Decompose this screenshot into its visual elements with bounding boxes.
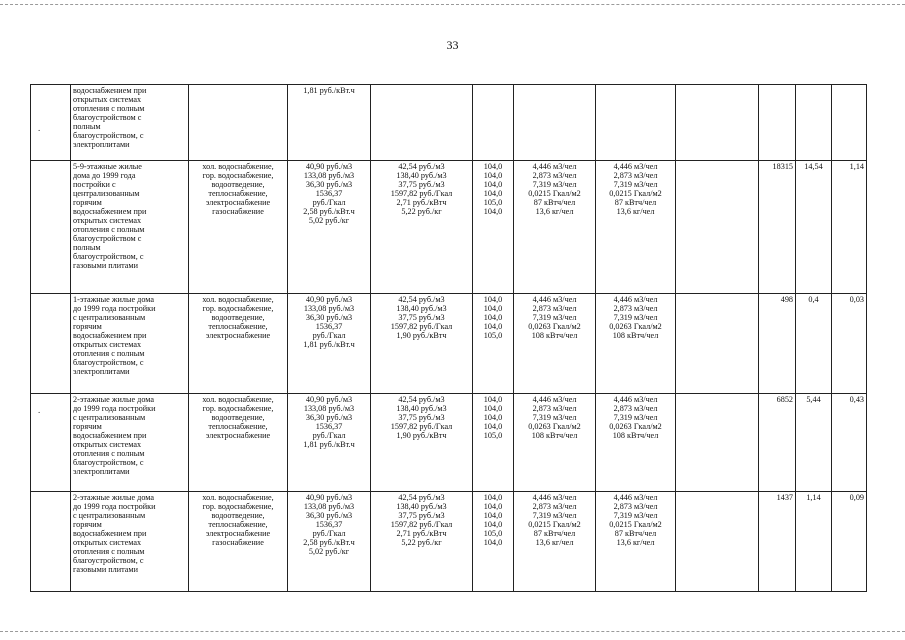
value-c-cell: 0,43 — [832, 394, 867, 492]
row-number-cell — [31, 394, 71, 492]
value-c-cell: 1,14 — [832, 161, 867, 294]
index-cell: 104,0 104,0 104,0 104,0 105,0 104,0 — [473, 492, 514, 592]
housing-type-cell: 2-этажные жилые дома до 1999 года постройки с централизованным горячим водоснабжением при открытых системах отопления с полным благоустройством, с электроплитами — [71, 394, 189, 492]
row-number-cell — [31, 294, 71, 394]
empty-cell — [676, 161, 759, 294]
tariff-new-cell: 42,54 руб./м3 138,40 руб./м3 37,75 руб./м3 1597,82 руб./Гкал 2,71 руб./кВтч 5,22 руб./кг — [371, 161, 473, 294]
value-a-cell: 1437 — [759, 492, 796, 592]
value-b-cell: 0,4 — [796, 294, 832, 394]
value-c-cell: 0,09 — [832, 492, 867, 592]
housing-type-cell: водоснабжением при открытых системах отопления с полным благоустройством с полным благоустройством, с электроплитами — [71, 85, 189, 161]
tariff-new-cell: 42,54 руб./м3 138,40 руб./м3 37,75 руб./м3 1597,82 руб./Гкал 1,90 руб./кВтч — [371, 294, 473, 394]
housing-type-cell: 2-этажные жилые дома до 1999 года постройки с централизованным горячим водоснабжением при открытых системах отопления с полным благоустройством, с газовыми плитами — [71, 492, 189, 592]
index-cell — [473, 85, 514, 161]
empty-cell — [676, 492, 759, 592]
scan-edge-bottom — [0, 631, 905, 632]
tariff-table — [30, 84, 867, 592]
table-row — [31, 294, 867, 394]
housing-type-cell: 5-9-этажные жилые дома до 1999 года постройки с централизованным горячим водоснабжением при открытых системах отопления с полным благоустройством с полным благоустройством, с газовыми плитами — [71, 161, 189, 294]
row-number-cell — [31, 161, 71, 294]
page-number: 33 — [446, 38, 459, 52]
value-b-cell — [796, 85, 832, 161]
empty-cell — [676, 394, 759, 492]
tariff-current-cell: 40,90 руб./м3 133,08 руб./м3 36,30 руб./м3 1536,37 руб./Гкал 2,58 руб./кВт.ч 5,02 руб./кг — [288, 492, 371, 592]
value-a-cell: 498 — [759, 294, 796, 394]
norm-current-cell: 4,446 м3/чел 2,873 м3/чел 7,319 м3/чел 0,0263 Гкал/м2 108 кВтч/чел — [514, 394, 596, 492]
norm-current-cell: 4,446 м3/чел 2,873 м3/чел 7,319 м3/чел 0,0215 Гкал/м2 87 кВтч/чел 13,6 кг/чел — [514, 161, 596, 294]
empty-cell — [676, 85, 759, 161]
value-c-cell — [832, 85, 867, 161]
value-a-cell: 18315 — [759, 161, 796, 294]
index-cell: 104,0 104,0 104,0 104,0 105,0 — [473, 294, 514, 394]
row-number-cell — [31, 492, 71, 592]
tariff-new-cell: 42,54 руб./м3 138,40 руб./м3 37,75 руб./м3 1597,82 руб./Гкал 1,90 руб./кВтч — [371, 394, 473, 492]
housing-type-cell: 1-этажные жилые дома до 1999 года постройки с централизованным горячим водоснабжением при открытых системах отопления с полным благоустройством, с электроплитами — [71, 294, 189, 394]
value-a-cell: 6852 — [759, 394, 796, 492]
table-row — [31, 161, 867, 294]
tariff-current-cell: 40,90 руб./м3 133,08 руб./м3 36,30 руб./м3 1536,37 руб./Гкал 2,58 руб./кВт.ч 5,02 руб./кг — [288, 161, 371, 294]
margin-mark: . — [38, 405, 41, 415]
services-cell — [189, 85, 288, 161]
index-cell: 104,0 104,0 104,0 104,0 105,0 104,0 — [473, 161, 514, 294]
tariff-new-cell — [371, 85, 473, 161]
services-cell: хол. водоснабжение, гор. водоснабжение, водоотведение, теплоснабжение, электроснабжение газоснабжение — [189, 161, 288, 294]
tariff-new-cell: 42,54 руб./м3 138,40 руб./м3 37,75 руб./м3 1597,82 руб./Гкал 2,71 руб./кВтч 5,22 руб./кг — [371, 492, 473, 592]
tariff-current-cell: 40,90 руб./м3 133,08 руб./м3 36,30 руб./м3 1536,37 руб./Гкал 1,81 руб./кВт.ч — [288, 294, 371, 394]
table-row — [31, 85, 867, 161]
tariff-current-cell: 1,81 руб./кВт.ч — [288, 85, 371, 161]
services-cell: хол. водоснабжение, гор. водоснабжение, водоотведение, теплоснабжение, электроснабжение — [189, 394, 288, 492]
table-row — [31, 394, 867, 492]
value-b-cell: 14,54 — [796, 161, 832, 294]
services-cell: хол. водоснабжение, гор. водоснабжение, водоотведение, теплоснабжение, электроснабжение газоснабжение — [189, 492, 288, 592]
norm-new-cell: 4,446 м3/чел 2,873 м3/чел 7,319 м3/чел 0,0215 Гкал/м2 87 кВтч/чел 13,6 кг/чел — [596, 161, 676, 294]
margin-mark: . — [38, 123, 41, 133]
norm-new-cell: 4,446 м3/чел 2,873 м3/чел 7,319 м3/чел 0,0263 Гкал/м2 108 кВтч/чел — [596, 394, 676, 492]
norm-current-cell: 4,446 м3/чел 2,873 м3/чел 7,319 м3/чел 0,0215 Гкал/м2 87 кВтч/чел 13,6 кг/чел — [514, 492, 596, 592]
index-cell: 104,0 104,0 104,0 104,0 105,0 — [473, 394, 514, 492]
table-row — [31, 492, 867, 592]
norm-current-cell: 4,446 м3/чел 2,873 м3/чел 7,319 м3/чел 0,0263 Гкал/м2 108 кВтч/чел — [514, 294, 596, 394]
norm-new-cell: 4,446 м3/чел 2,873 м3/чел 7,319 м3/чел 0,0263 Гкал/м2 108 кВтч/чел — [596, 294, 676, 394]
empty-cell — [676, 294, 759, 394]
value-c-cell: 0,03 — [832, 294, 867, 394]
norm-current-cell — [514, 85, 596, 161]
scan-edge-top — [0, 4, 905, 5]
services-cell: хол. водоснабжение, гор. водоснабжение, водоотведение, теплоснабжение, электроснабжение — [189, 294, 288, 394]
norm-new-cell — [596, 85, 676, 161]
norm-new-cell: 4,446 м3/чел 2,873 м3/чел 7,319 м3/чел 0,0215 Гкал/м2 87 кВтч/чел 13,6 кг/чел — [596, 492, 676, 592]
value-a-cell — [759, 85, 796, 161]
tariff-current-cell: 40,90 руб./м3 133,08 руб./м3 36,30 руб./м3 1536,37 руб./Гкал 1,81 руб./кВт.ч — [288, 394, 371, 492]
row-number-cell — [31, 85, 71, 161]
value-b-cell: 5,44 — [796, 394, 832, 492]
value-b-cell: 1,14 — [796, 492, 832, 592]
